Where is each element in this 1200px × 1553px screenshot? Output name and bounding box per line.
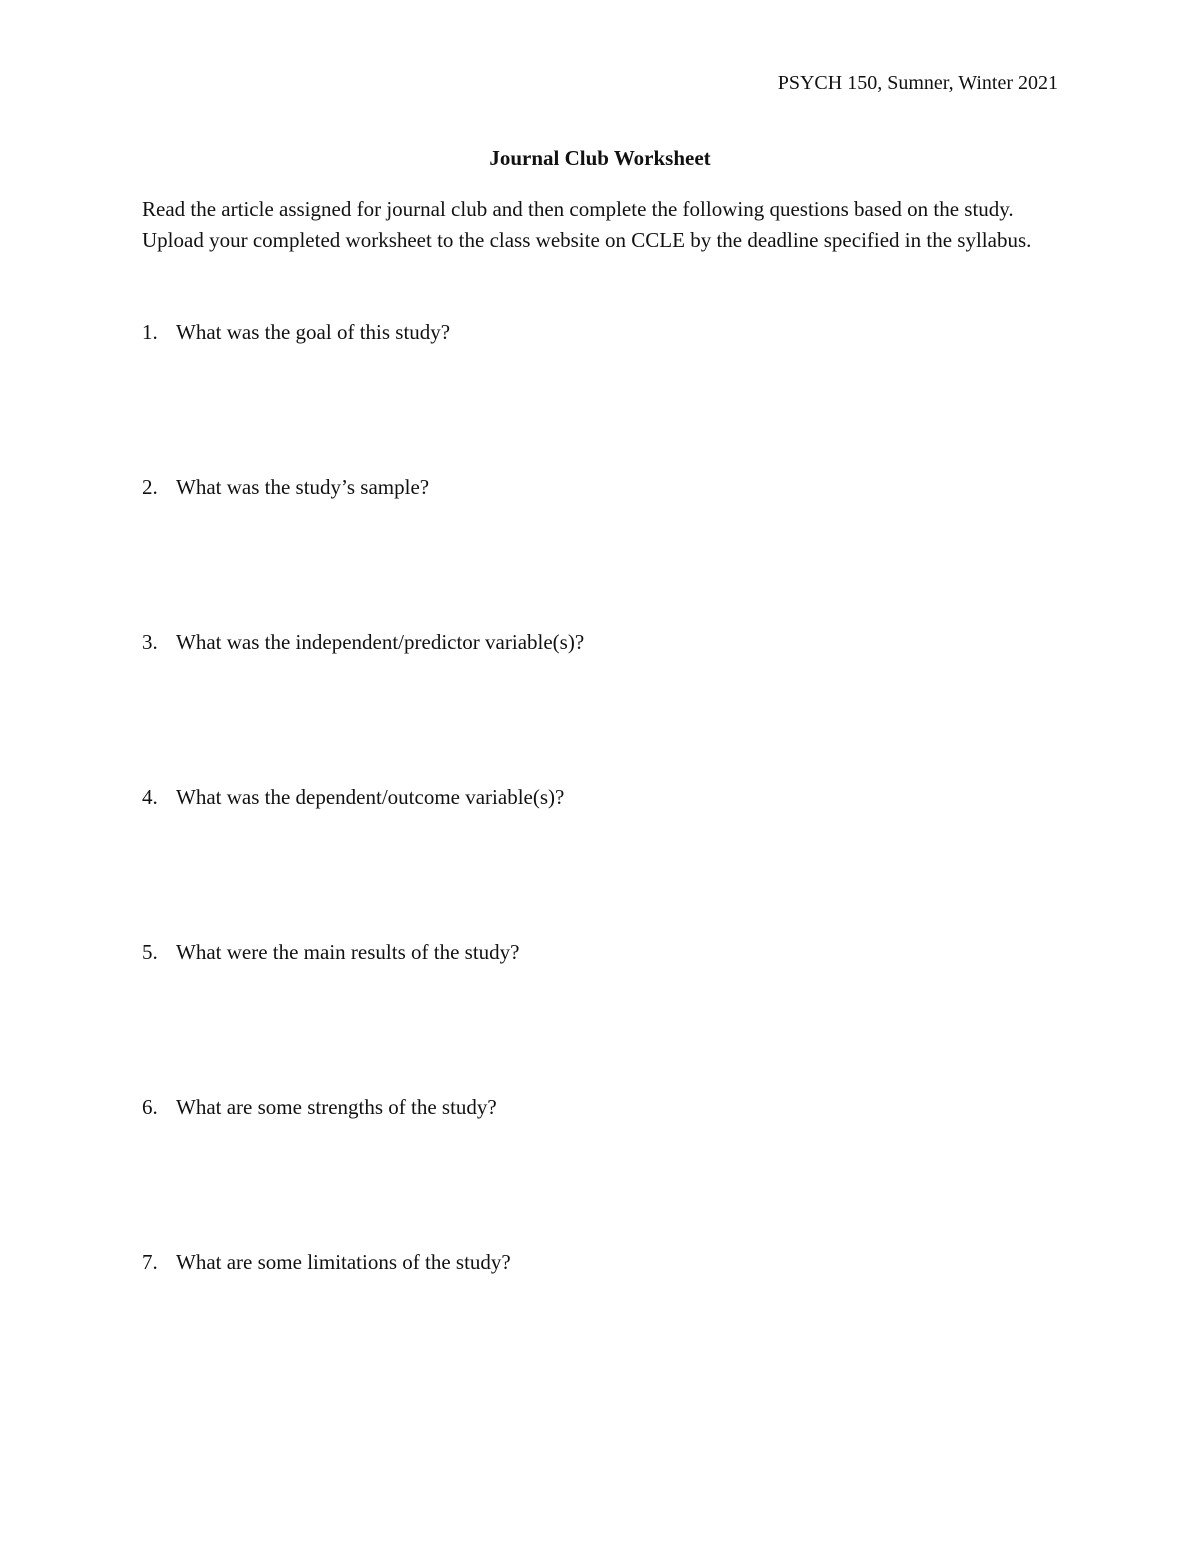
question-item <box>142 1093 1062 1248</box>
question-item <box>142 628 1062 783</box>
question-text: What are some strengths of the study? <box>176 1095 497 1119</box>
question-text: What was the dependent/outcome variable(s)? <box>176 785 565 809</box>
instructions-paragraph: Read the article assigned for journal club and then complete the following questions based on the study. Upload your completed worksheet to the class website on CCLE by the deadline specified in the syllabus. <box>142 197 1032 252</box>
question-number: 7. <box>142 1250 158 1274</box>
question-number: 1. <box>142 320 158 344</box>
question-text: What were the main results of the study? <box>176 940 520 964</box>
question-text: What was the independent/predictor variable(s)? <box>176 630 585 654</box>
question-list <box>142 318 1062 1403</box>
question-number: 4. <box>142 785 158 809</box>
question-item <box>142 473 1062 628</box>
question-item <box>142 783 1062 938</box>
page-title: Journal Club Worksheet <box>489 146 711 170</box>
question-number: 5. <box>142 940 158 964</box>
question-text: What was the goal of this study? <box>176 320 451 344</box>
question-item <box>142 318 1062 473</box>
question-item <box>142 1248 1062 1403</box>
question-number: 6. <box>142 1095 158 1119</box>
question-text: What are some limitations of the study? <box>176 1250 511 1274</box>
question-number: 3. <box>142 630 158 654</box>
question-item <box>142 938 1062 1093</box>
course-header: PSYCH 150, Sumner, Winter 2021 <box>777 72 1058 94</box>
question-text: What was the study’s sample? <box>176 475 430 499</box>
question-number: 2. <box>142 475 158 499</box>
